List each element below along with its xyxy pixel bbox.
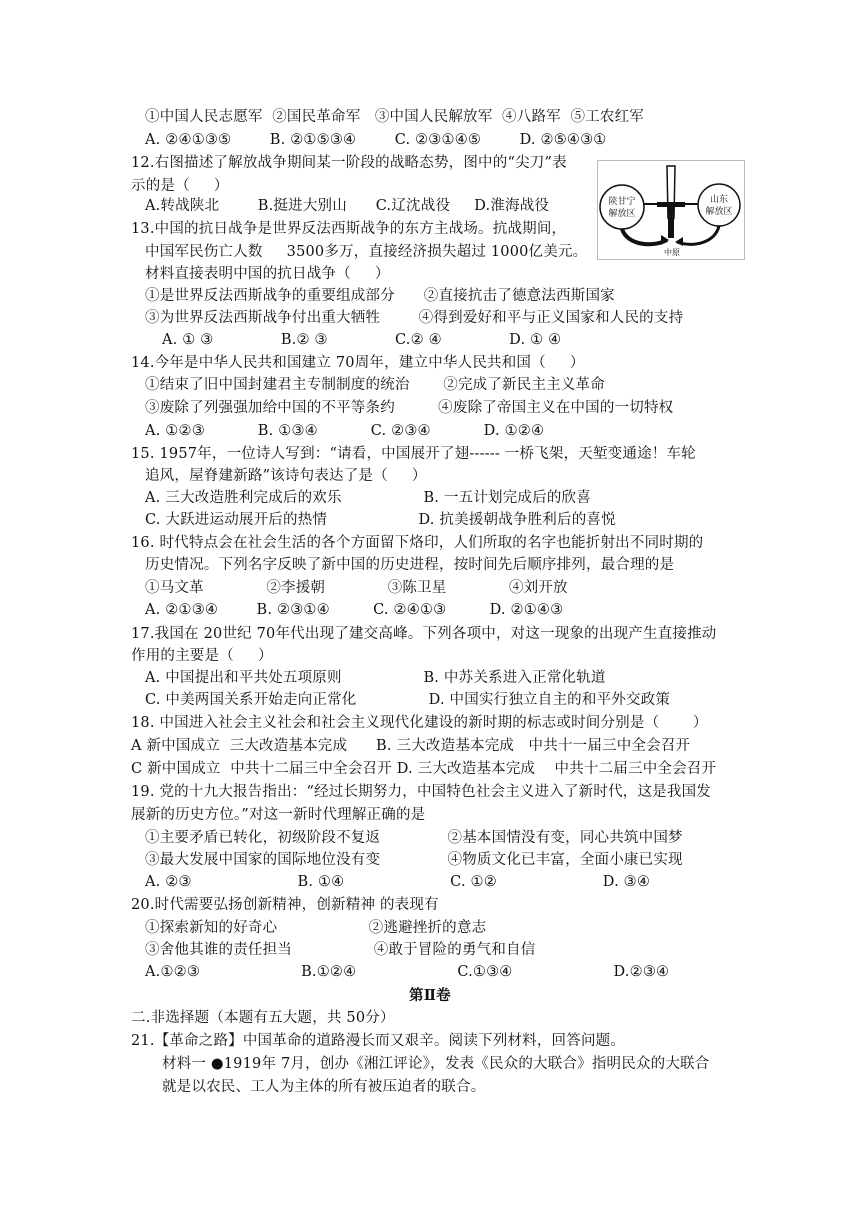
left-region-icon (600, 185, 644, 229)
q15-choice-c-d: C. 大跃进运动展开后的热情 D. 抗美援朝战争胜利后的喜悦 (145, 512, 616, 528)
q17-choice-c-d: C. 中美两国关系开始走向正常化 D. 中国实行独立自主的和平外交政策 (145, 692, 671, 708)
q13-choices: A. ① ③ B.② ③ C.② ④ D. ① ④ (162, 332, 562, 348)
q13-stem-2: 中国军民伤亡人数 3500多万，直接经济损失超过 1000亿美元。 (145, 244, 588, 260)
right-region-label-2: 解放区 (705, 207, 733, 217)
q14-stem: 14.今年是中华人民共和国建立 70周年，建立中华人民共和国（ ） (131, 355, 585, 371)
q16-options: ①马文革 ②李援朝 ③陈卫星 ④刘开放 (145, 580, 568, 596)
q16-stem-cont: 历史情况。下列名字反映了新中国的历史进程，按时间先后顺序排列，最合理的是 (145, 557, 675, 573)
q15-choice-a-b: A. 三大改造胜利完成后的欢乐 B. 一五计划完成后的欣喜 (145, 490, 591, 506)
q19-stem: 19. 党的十九大报告指出：“经过长期努力，中国特色社会主义进入了新时代，这是我国发 (131, 784, 711, 800)
q19-option-3-4: ③最大发展中国家的国际地位没有变 ④物质文化已丰富，全面小康已实现 (145, 852, 683, 868)
q17-stem-cont: 作用的主要是（ ） (131, 648, 273, 664)
q17-choice-a-b: A. 中国提出和平共处五项原则 B. 中苏关系进入正常化轨道 (145, 670, 606, 686)
right-region-label-1: 山东 (709, 195, 729, 205)
q20-choices: A.①②③ B.①②④ C.①③④ D.②③④ (145, 964, 670, 980)
q13-option-3-4: ③为世界反法西斯战争付出重大牺牲 ④得到爱好和平与正义国家和人民的支持 (145, 310, 684, 326)
q21-material-1: 材料一 ●1919年 7月，创办《湘江评论》，发表《民众的大联合》指明民众的大联合 (162, 1056, 710, 1072)
q21-material-1-cont: 就是以农民、工人为主体的所有被压迫者的联合。 (162, 1079, 486, 1095)
section-title: 第Ⅱ卷 (409, 987, 451, 1004)
left-region-label-1: 陕甘宁 (608, 197, 636, 207)
q21-stem: 21.【革命之路】中国革命的道路漫长而又艰辛。阅读下列材料，回答问题。 (131, 1033, 626, 1049)
q15-stem-cont: 追风，屋脊建新路”该诗句表达了是（ ） (145, 468, 427, 484)
q11-options: ①中国人民志愿军 ②国民革命军 ③中国人民解放军 ④八路军 ⑤工农红军 (145, 109, 644, 125)
q13-stem: 13.中国的抗日战争是世界反法西斯战争的东方主战场。抗战期间， (131, 221, 567, 237)
q19-stem-cont: 展新的历史方位。”对这一新时代理解正确的是 (131, 807, 426, 823)
q12-choices: A.转战陕北 B.挺进大别山 C.辽沈战役 D.淮海战役 (145, 198, 550, 214)
q18-stem: 18. 中国进入社会主义社会和社会主义现代化建设的新时期的标志或时间分别是（ ） (131, 715, 708, 731)
bottom-region-label: 中原 (664, 248, 680, 257)
section-heading: 二.非选择题（本题有五大题，共 50分） (131, 1010, 395, 1026)
right-region-icon (698, 184, 740, 226)
strategic-situation-figure (597, 160, 745, 260)
q13-option-1-2: ①是世界反法西斯战争的重要组成部分 ②直接抗击了德意法西斯国家 (145, 288, 615, 304)
left-region-label-2: 解放区 (608, 209, 636, 219)
q12-stem: 12.右图描述了解放战争期间某一阶段的战略态势，图中的“尖刀”表 (131, 155, 567, 171)
q19-option-1-2: ①主要矛盾已转化，初级阶段不复返 ②基本国情没有变，同心共筑中国梦 (145, 830, 683, 846)
q16-stem: 16. 时代特点会在社会生活的各个方面留下烙印，人们所取的名字也能折射出不同时期的 (131, 535, 704, 551)
dagger-guard-icon (657, 202, 685, 207)
q20-option-1-2: ①探索新知的好奇心 ②逃避挫折的意志 (145, 920, 487, 936)
q19-choices: A. ②③ B. ①④ C. ①② D. ③④ (145, 874, 651, 890)
q20-stem: 20.时代需要弘扬创新精神，创新精神 的表现有 (131, 897, 439, 913)
q12-stem-cont: 示的是（ ） (131, 178, 229, 194)
q17-stem: 17.我国在 20世纪 70年代出现了建交高峰。下列各项中，对这一现象的出现产生直接推动 (131, 626, 717, 642)
q20-option-3-4: ③舍他其谁的责任担当 ④敢于冒险的勇气和自信 (145, 942, 536, 958)
q18-choice-c-d: C 新中国成立 中共十二届三中全会召开 D. 三大改造基本完成 中共十二届三中全会召开 (131, 761, 717, 777)
q14-choices: A. ①②③ B. ①③④ C. ②③④ D. ①②④ (145, 423, 545, 439)
q15-stem: 15. 1957年，一位诗人写到：“请看，中国展开了翅------ 一桥飞架，天堑变通途！车轮 (131, 446, 696, 462)
q16-choices: A. ②①③④ B. ②③①④ C. ②④①③ D. ②①④③ (145, 602, 564, 618)
q11-choices: A. ②④①③⑤ B. ②①⑤③④ C. ②③①④⑤ D. ②⑤④③① (145, 132, 607, 148)
q14-option-3-4: ③废除了列强强加给中国的不平等条约 ④废除了帝国主义在中国的一切特权 (145, 400, 674, 416)
q13-stem-3: 材料直接表明中国的抗日战争（ ） (145, 266, 390, 282)
q14-option-1-2: ①结束了旧中国封建君主专制制度的统治 ②完成了新民主主义革命 (145, 377, 605, 393)
q18-choice-a-b: A 新中国成立 三大改造基本完成 B. 三大改造基本完成 中共十一届三中全会召开 (131, 738, 691, 754)
